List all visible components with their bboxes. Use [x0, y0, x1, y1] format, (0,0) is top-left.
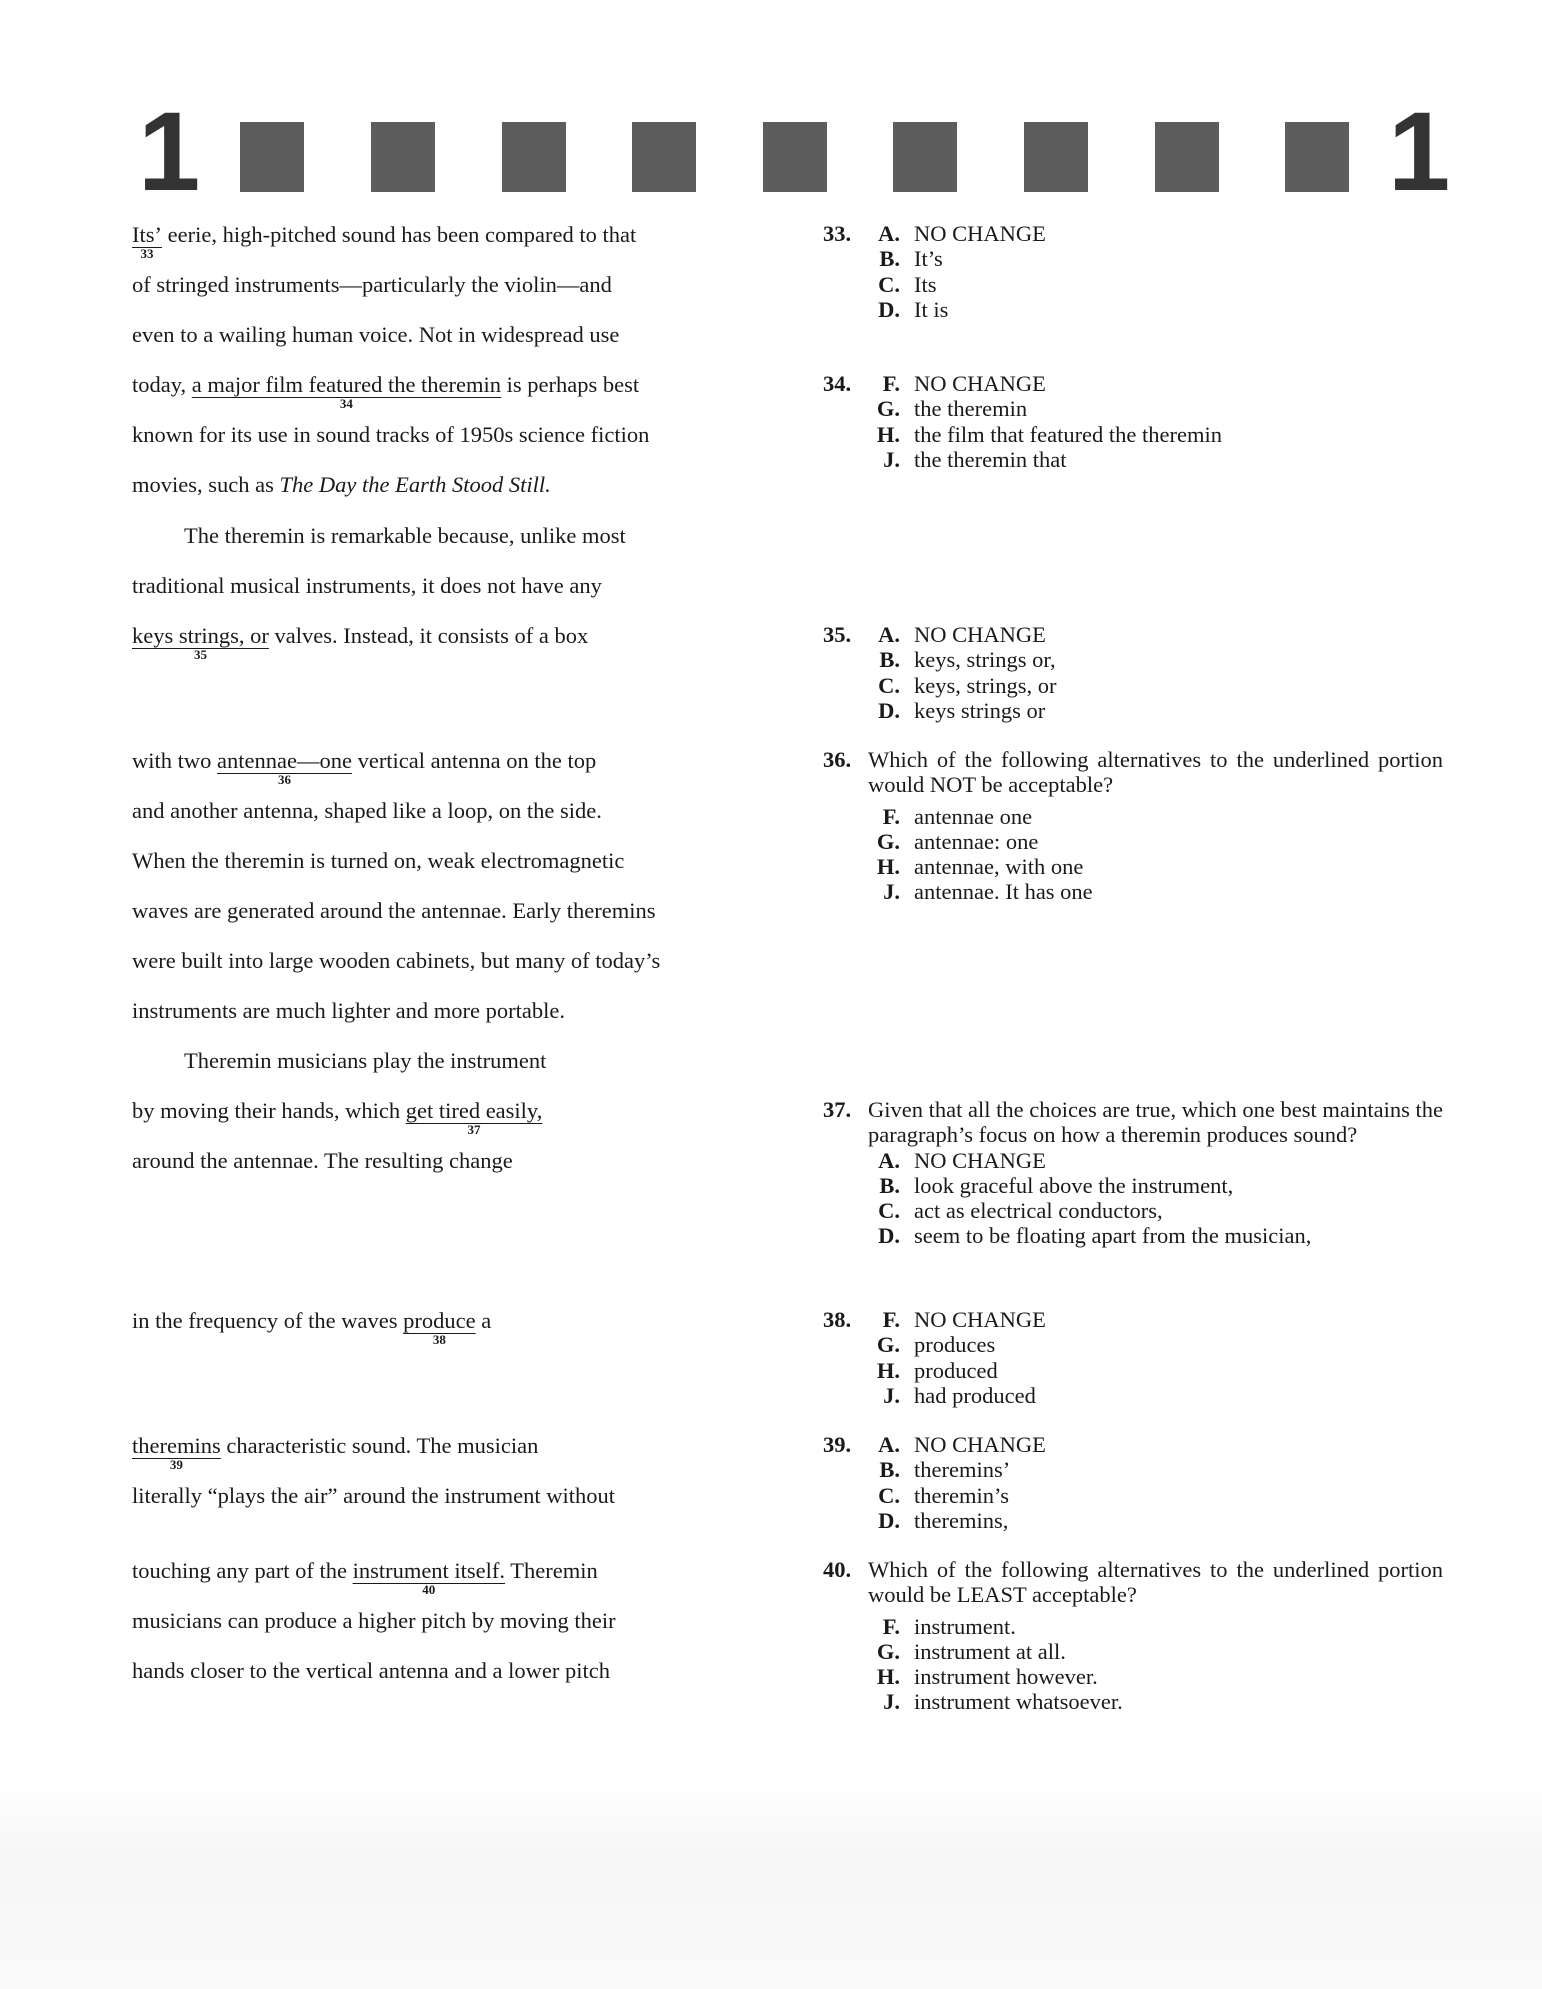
option-letter: D.	[878, 1223, 900, 1249]
option-letter: A.	[878, 1147, 900, 1173]
option-text[interactable]: keys strings or	[914, 697, 1046, 723]
option-text[interactable]: look graceful above the instrument,	[914, 1172, 1234, 1198]
header-square	[1024, 122, 1088, 192]
underlined-portion-33: Its’ 33	[132, 222, 162, 261]
option-text[interactable]: theremins’	[914, 1457, 1011, 1483]
option-text[interactable]: NO CHANGE	[914, 371, 1046, 396]
passage-line: keys strings, or 35 valves. Instead, it consists of a box	[132, 623, 589, 662]
option-text[interactable]: keys, strings or,	[914, 647, 1056, 673]
option-text[interactable]: antennae, with one	[914, 854, 1084, 880]
option-letter: D.	[878, 697, 900, 723]
question-37	[823, 1097, 1443, 1249]
question-39	[823, 1432, 1443, 1533]
question-number: 37.	[823, 1097, 852, 1122]
option-text[interactable]: NO CHANGE	[914, 622, 1046, 647]
option-text[interactable]: NO CHANGE	[914, 1307, 1046, 1332]
option-text[interactable]: It is	[914, 296, 949, 322]
question-number: 35.	[823, 622, 852, 647]
option-text[interactable]: NO CHANGE	[914, 1432, 1046, 1457]
section-header	[0, 0, 1542, 214]
question-ref-number: 35	[193, 647, 207, 662]
option-text[interactable]: instrument at all.	[914, 1638, 1066, 1664]
question-ref-number: 38	[432, 1332, 446, 1347]
option-text[interactable]: antennae one	[914, 803, 1033, 829]
question-ref-number: 33	[140, 246, 154, 261]
question-33	[823, 221, 1443, 322]
underlined-portion-40: instrument itself. 40	[352, 1558, 506, 1597]
question-number: 38.	[823, 1307, 852, 1332]
passage-line: with two antennae—one 36 vertical antenna on the top	[132, 748, 597, 787]
option-text[interactable]: the theremin	[914, 396, 1028, 422]
question-number: 33.	[823, 221, 852, 246]
option-letter: J.	[883, 879, 900, 905]
option-text[interactable]: act as electrical conductors,	[914, 1198, 1163, 1224]
underlined-portion-34: a major film featured the theremin 34	[191, 372, 502, 411]
option-text[interactable]: Its	[914, 271, 937, 297]
passage-line: of stringed instruments—particularly the violin—and	[132, 272, 612, 297]
header-square	[1285, 122, 1349, 192]
passage-line: musicians can produce a higher pitch by moving their	[132, 1608, 616, 1633]
question-ref-number: 34	[339, 396, 353, 411]
passage-line: around the antennae. The resulting change	[132, 1148, 513, 1173]
question-stem: Given that all the choices are true, which one best maintains the paragraph’s focus on how a theremin produces sound?	[868, 1097, 1443, 1148]
option-letter: F.	[882, 1307, 900, 1332]
option-letter: C.	[878, 271, 900, 297]
option-letter: G.	[876, 396, 900, 422]
option-letter: H.	[876, 421, 900, 447]
option-text[interactable]: keys, strings, or	[914, 672, 1057, 698]
passage-line: movies, such as The Day the Earth Stood Still.	[132, 472, 551, 497]
passage-line: by moving their hands, which get tired easily, 37	[132, 1098, 543, 1137]
passage-line: Its’ 33 eerie, high-pitched sound has been compared to that	[132, 222, 637, 261]
option-text[interactable]: It’s	[914, 246, 943, 272]
header-square	[371, 122, 435, 192]
question-36	[823, 747, 1443, 905]
question-38	[823, 1307, 1443, 1408]
option-text[interactable]: instrument whatsoever.	[914, 1689, 1123, 1715]
option-text[interactable]: NO CHANGE	[914, 221, 1046, 246]
question-stem: Which of the following alternatives to the underlined portion would NOT be acceptable?	[868, 747, 1443, 798]
question-number: 34.	[823, 371, 852, 396]
option-letter: J.	[883, 1689, 900, 1715]
option-text[interactable]: the theremin that	[914, 446, 1067, 472]
option-letter: F.	[882, 371, 900, 396]
question-stem: Which of the following alternatives to the underlined portion would be LEAST acceptable?	[868, 1557, 1443, 1608]
question-34	[823, 371, 1443, 472]
film-title: The Day the Earth Stood Still.	[279, 472, 551, 497]
option-letter: B.	[879, 1172, 900, 1198]
option-letter: B.	[879, 647, 900, 673]
question-number: 36.	[823, 747, 852, 772]
option-text[interactable]: had produced	[914, 1382, 1036, 1408]
option-letter: G.	[876, 1332, 900, 1358]
header-square	[502, 122, 566, 192]
question-number: 39.	[823, 1432, 852, 1457]
question-number: 40.	[823, 1557, 852, 1582]
passage-line: even to a wailing human voice. Not in widespread use	[132, 322, 620, 347]
passage-line: traditional musical instruments, it does not have any	[132, 573, 602, 598]
section-number-left: 1	[138, 89, 201, 214]
passage-line: literally “plays the air” around the instrument without	[132, 1483, 615, 1508]
question-40	[823, 1557, 1443, 1715]
option-letter: C.	[878, 1482, 900, 1508]
passage-line: today, a major film featured the theremin 34 is perhaps best	[132, 372, 640, 411]
question-ref-number: 36	[277, 772, 291, 787]
underlined-portion-37: get tired easily, 37	[405, 1098, 543, 1137]
option-letter: H.	[876, 854, 900, 880]
passage-line: in the frequency of the waves produce 38 a	[132, 1308, 492, 1347]
option-letter: A.	[878, 622, 900, 647]
header-square	[1155, 122, 1219, 192]
option-text[interactable]: theremins,	[914, 1507, 1009, 1533]
header-square	[240, 122, 304, 192]
option-text[interactable]: produced	[914, 1357, 998, 1383]
option-letter: B.	[879, 1457, 900, 1483]
option-letter: H.	[876, 1664, 900, 1690]
option-letter: D.	[878, 1507, 900, 1533]
option-letter: A.	[878, 221, 900, 246]
option-letter: F.	[882, 1613, 900, 1639]
passage-line: theremins 39 characteristic sound. The musician	[132, 1433, 539, 1472]
option-letter: B.	[879, 246, 900, 272]
option-text[interactable]: antennae: one	[914, 828, 1039, 854]
underlined-portion-35: keys strings, or 35	[132, 623, 269, 662]
option-letter: J.	[883, 446, 900, 472]
option-letter: C.	[878, 672, 900, 698]
passage-line: Theremin musicians play the instrument	[184, 1048, 547, 1073]
passage-line: hands closer to the vertical antenna and a lower pitch	[132, 1658, 610, 1683]
passage-line: known for its use in sound tracks of 1950s science fiction	[132, 422, 650, 447]
passage-line: touching any part of the instrument itself. 40 Theremin	[132, 1558, 598, 1597]
passage-line: were built into large wooden cabinets, but many of today’s	[132, 948, 661, 973]
option-text[interactable]: instrument.	[914, 1613, 1016, 1639]
underlined-portion-36: antennae—one 36	[217, 748, 352, 787]
section-number-right: 1	[1388, 89, 1451, 214]
option-letter: D.	[878, 296, 900, 322]
option-letter: G.	[876, 828, 900, 854]
scan-shading	[0, 1780, 1542, 1989]
header-square	[632, 122, 696, 192]
option-letter: G.	[876, 1638, 900, 1664]
option-letter: H.	[876, 1357, 900, 1383]
passage-line: and another antenna, shaped like a loop, on the side.	[132, 798, 602, 823]
header-square	[893, 122, 957, 192]
option-text[interactable]: produces	[914, 1332, 996, 1358]
header-square	[763, 122, 827, 192]
underlined-portion-38: produce 38	[403, 1308, 476, 1347]
option-letter: F.	[882, 803, 900, 829]
option-letter: C.	[878, 1198, 900, 1224]
question-ref-number: 39	[169, 1457, 183, 1472]
option-text[interactable]: theremin’s	[914, 1482, 1009, 1508]
option-text[interactable]: antennae. It has one	[914, 879, 1093, 905]
option-letter: A.	[878, 1432, 900, 1457]
option-text[interactable]: instrument however.	[914, 1664, 1098, 1690]
passage-line: The theremin is remarkable because, unlike most	[184, 523, 626, 548]
option-text[interactable]: the film that featured the theremin	[914, 421, 1223, 447]
option-text[interactable]: seem to be floating apart from the musician,	[914, 1223, 1312, 1249]
passage-line: When the theremin is turned on, weak electromagnetic	[132, 848, 625, 873]
passage-line: waves are generated around the antennae. Early theremins	[132, 898, 656, 923]
option-letter: J.	[883, 1382, 900, 1408]
question-ref-number: 37	[467, 1122, 481, 1137]
question-ref-number: 40	[422, 1582, 436, 1597]
question-35	[823, 622, 1443, 723]
option-text[interactable]: NO CHANGE	[914, 1147, 1046, 1173]
passage-line: instruments are much lighter and more portable.	[132, 998, 565, 1023]
underlined-portion-39: theremins 39	[132, 1433, 221, 1472]
